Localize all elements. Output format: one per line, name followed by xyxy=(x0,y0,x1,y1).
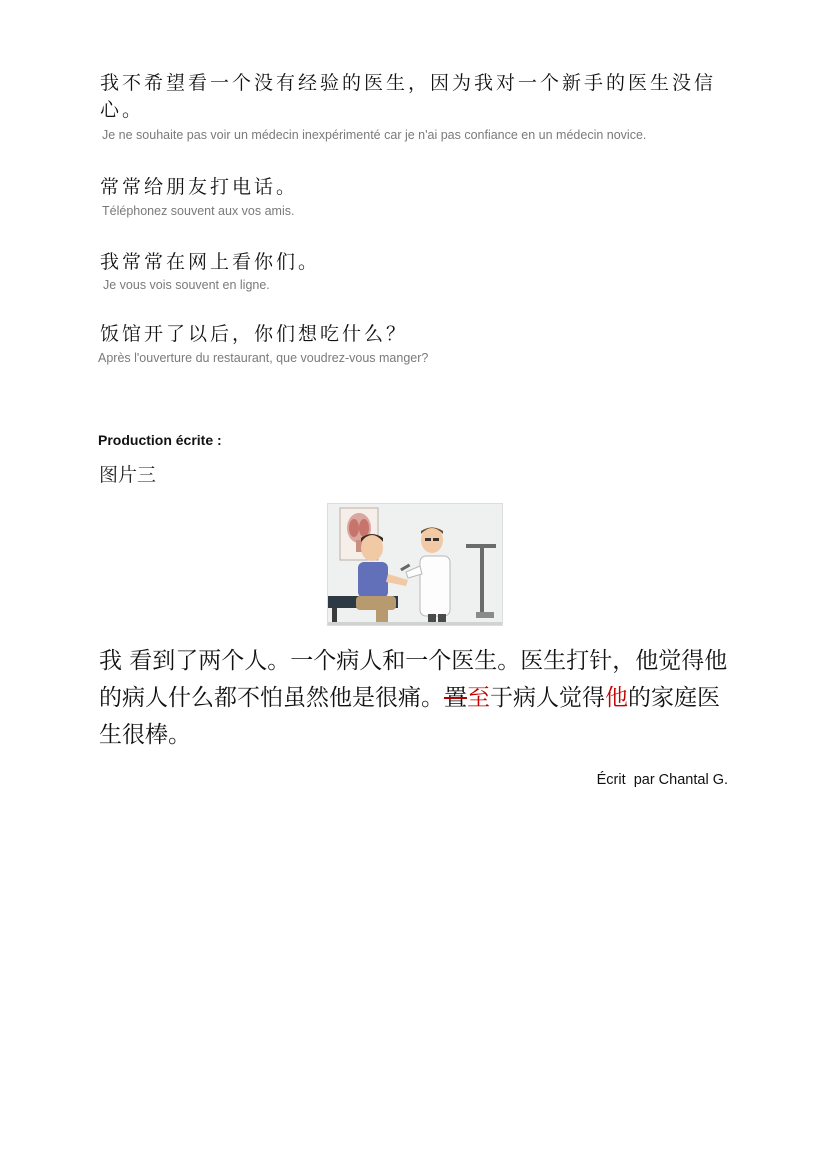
sentence-4-french: Après l'ouverture du restaurant, que voudrez-vous manger? xyxy=(98,351,429,365)
composition-text xyxy=(99,643,739,754)
picture-label: 图片三 xyxy=(99,464,157,486)
doctor-giving-injection-icon xyxy=(328,504,503,626)
composition-part-1: 我 看到了两个人。一个病人和一个医生。医生打针，他觉得他的病人什么都不怕虽然他是很痛。 xyxy=(99,648,728,711)
author-signature: Écrit par Chantal G. xyxy=(596,772,728,788)
section-heading: Production écrite : xyxy=(98,432,222,448)
composition-part-2: 于病人觉得 xyxy=(490,685,605,711)
sentence-1-french: Je ne souhaite pas voir un médecin inexpérimenté car je n'ai pas confiance en un médecin novice. xyxy=(102,128,647,142)
composition-part-3: 的家庭医生很棒。 xyxy=(99,685,720,748)
struck-out-character: 置 xyxy=(444,685,467,711)
sentence-2-chinese: 常常给朋友打电话。 xyxy=(100,176,299,198)
sentence-2-french: Téléphonez souvent aux vos amis. xyxy=(102,204,295,218)
sentence-1-chinese: 我不希望看一个没有经验的医生，因为我对一个新手的医生没信心。 xyxy=(100,72,717,121)
doctor-injection-illustration xyxy=(327,503,503,626)
sentence-3-chinese: 我常常在网上看你们。 xyxy=(100,251,321,273)
sentence-4-chinese: 饭馆开了以后，你们想吃什么？ xyxy=(100,323,409,345)
correction-character: 至 xyxy=(467,685,490,711)
sentence-3-french: Je vous vois souvent en ligne. xyxy=(103,278,270,292)
correction-character-2: 他 xyxy=(605,685,628,711)
